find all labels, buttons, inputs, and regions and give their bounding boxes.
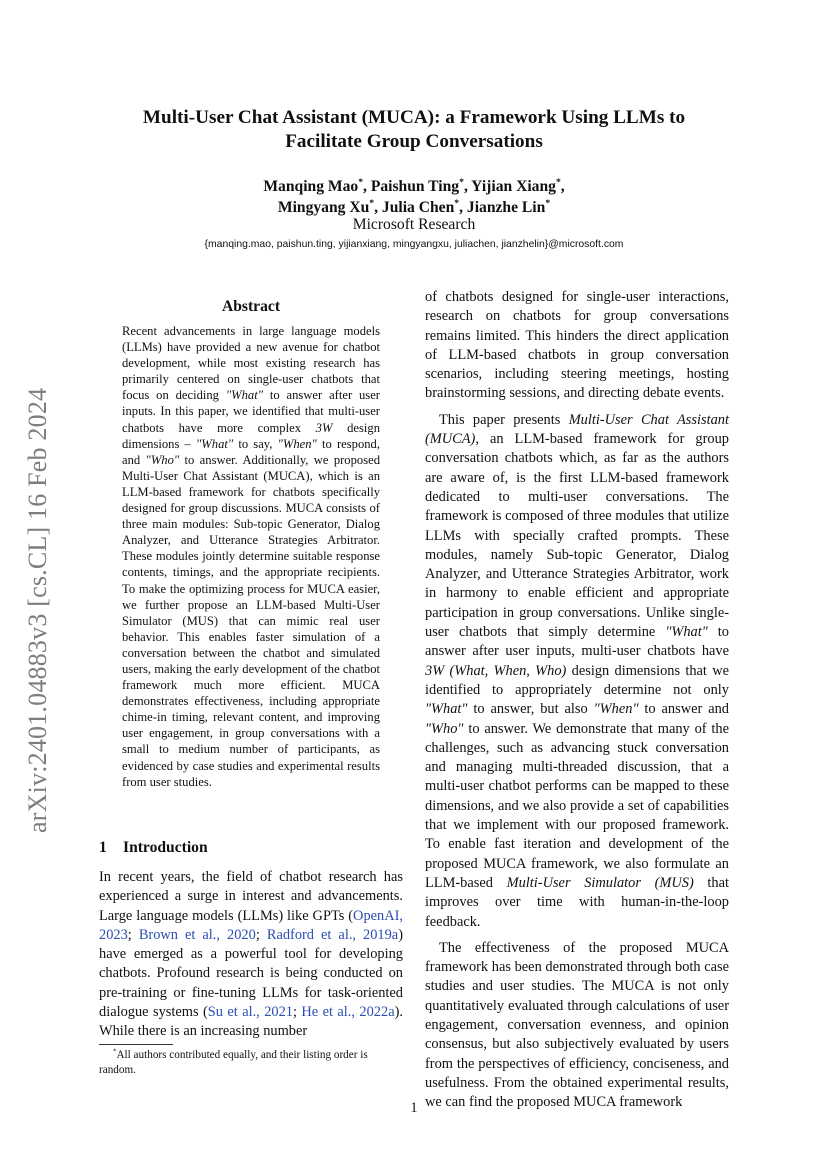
- equal-contribution-mark: *: [555, 176, 561, 188]
- section-title: Introduction: [123, 839, 208, 856]
- body-paragraph: [425, 411, 729, 932]
- body-run: to answer and: [638, 701, 729, 718]
- abstract-emphasis: "What": [196, 436, 234, 451]
- author-separator: ,: [459, 199, 467, 216]
- abstract-emphasis: "When": [277, 436, 317, 451]
- citation-link[interactable]: He et al., 2022a: [301, 1004, 395, 1021]
- equal-contribution-mark: *: [545, 197, 551, 209]
- citation-separator: ;: [255, 926, 267, 943]
- citation-link[interactable]: Su et al., 2021: [207, 1004, 293, 1021]
- citation-link[interactable]: OpenAI, 2023: [99, 907, 403, 943]
- abstract-text: [122, 323, 380, 790]
- body-emphasis: "When": [593, 701, 639, 718]
- body-emphasis: Multi-User Simulator (MUS): [506, 874, 694, 891]
- body-emphasis: 3W (What, When, Who): [425, 662, 567, 679]
- author-name: Jianzhe Lin: [466, 199, 546, 216]
- body-emphasis: "What": [665, 624, 708, 641]
- abstract-emphasis: "What": [225, 388, 264, 403]
- intro-run: In recent years, the field of chatbot research has experienced a surge in interest and advancements. Large language models (LLMs) like GPTs (: [99, 869, 403, 924]
- equal-contribution-mark: *: [459, 176, 464, 188]
- author-separator: ,: [463, 178, 472, 195]
- affiliation: Microsoft Research: [352, 216, 476, 233]
- footnote: [99, 1048, 403, 1077]
- abstract-run: to say,: [233, 436, 278, 451]
- author-list: [100, 176, 728, 218]
- footnote-body: [99, 1048, 403, 1077]
- body-run: to answer. We demonstrate that many of the challenges, such as advancing stuck conversation and managing multi-threaded discussion, that a multi-user chatbot performs can be mapped to these dimensions, and we also provide a set of capabilities that we implement with our proposed framework. To enable fast iteration and development of the proposed MUCA framework, we also formulate an LLM-based: [425, 720, 729, 891]
- citation-link[interactable]: Radford et al., 2019a: [266, 926, 399, 943]
- section-number: 1: [99, 839, 107, 856]
- author-separator: ,: [374, 199, 382, 216]
- abstract-emphasis: 3W: [315, 420, 333, 435]
- body-emphasis: "Who": [425, 720, 464, 737]
- citation-separator: ;: [292, 1004, 302, 1021]
- introduction-paragraph: [99, 868, 403, 1042]
- citation-separator: ;: [127, 926, 139, 943]
- body-run: , an LLM-based framework for group conversation chatbots which, as far as the authors are aware of, is the first LLM-based framework dedicated to multi-user conversations. The framework is composed of three modules that utilize LLMs with specially crafted prompts. These modules, namely Sub-topic Generator, Dialog Analyzer, and Utterance Strategies Arbitrator, work in harmony to enable efficient and appropriate participation in group conversations. Unlike single-user chatbots that simply determine: [425, 431, 729, 641]
- right-column: [425, 288, 729, 1119]
- author-name: Mingyang Xu: [277, 199, 370, 216]
- author-name: Yijian Xiang: [471, 178, 556, 195]
- body-emphasis: Multi-User Chat Assistant (MUCA): [425, 411, 729, 448]
- intro-run: ) have emerged as a powerful tool for developing chatbots. Profound research is being conducted on pre-training or fine-tuning LLMs for task-oriented dialogue systems (: [99, 926, 403, 1021]
- body-run: to answer after user inputs, multi-user chatbots have: [425, 624, 729, 660]
- authors-line-1: [100, 176, 728, 197]
- body-run: that improves over time with human-in-the-loop feedback.: [425, 874, 729, 930]
- footnote-text: All authors contributed equally, and their listing order is random.: [99, 1049, 368, 1076]
- abstract-run: to answer. Additionally, we proposed Multi-User Chat Assistant (MUCA), which is an LLM-based framework for chatbots specifically designed for group discussions. MUCA consists of three main modules: Sub-topic Generator, Dialog Analyzer, and Utterance Strategies Arbitrator. These modules jointly determine suitable response contents, timings, and the appropriate recipients. To make the optimizing process for MUCA easier, we further propose an LLM-based Multi-User Simulator (MUS) that can mimic real user behavior. This enables faster simulation of a conversation between the chatbot and simulated users, making the early development of the chatbot framework much more efficient. MUCA demonstrates effectiveness, including appropriate chime-in timing, relevant content, and improving user engagement, in group conversations with a small to medium number of participants, as evidenced by case studies and experimental results from user studies.: [122, 452, 380, 789]
- section-heading-introduction: [99, 838, 208, 858]
- body-run: to answer, but also: [467, 701, 594, 718]
- title-line-2: Facilitate Group Conversations: [285, 131, 543, 152]
- abstract-run: design dimensions –: [122, 420, 381, 451]
- intro-run: ). While there is an increasing number: [99, 1004, 403, 1040]
- author-separator: ,: [363, 178, 371, 195]
- author-emails: {manqing.mao, paishun.ting, yijianxiang, mingyangxu, juliachen, jianzhelin}@microsoft.com: [204, 239, 624, 250]
- body-paragraph: of chatbots designed for single-user interactions, research on chatbots for group conversations remains limited. This hinders the direct application of LLM-based chatbots in group conversation scenarios, including steering meetings, hosting brainstorming sessions, and directing debate events.: [425, 289, 729, 402]
- page-number: 1: [410, 1100, 418, 1116]
- equal-contribution-mark: *: [454, 197, 460, 209]
- equal-contribution-mark: *: [358, 176, 364, 188]
- paper-title: [100, 106, 728, 154]
- arxiv-identifier: arXiv:2401.04883v3 [cs.CL] 16 Feb 2024: [23, 387, 52, 833]
- footnote-rule: [99, 1044, 173, 1045]
- citation-link[interactable]: Brown et al., 2020: [138, 926, 256, 943]
- abstract-run: to respond, and: [122, 436, 380, 467]
- abstract-run: Recent advancements in large language models (LLMs) have provided a new avenue for chatbot development, while most existing research has primarily centered on single-user chatbots that focus on deciding: [122, 324, 380, 403]
- author-separator: ,: [560, 178, 565, 195]
- footnote-mark: *: [113, 1047, 117, 1056]
- equal-contribution-mark: *: [369, 197, 375, 209]
- body-emphasis: "What": [425, 701, 468, 718]
- body-run: This paper presents: [439, 411, 569, 428]
- abstract-run: to answer after user inputs. In this paper, we identified that multi-user chatbots have more complex: [122, 388, 380, 435]
- abstract-emphasis: "Who": [145, 452, 180, 467]
- author-name: Paishun Ting: [370, 178, 460, 195]
- author-name: Julia Chen: [381, 199, 455, 216]
- body-paragraph: The effectiveness of the proposed MUCA framework has been demonstrated through both case studies and user studies. The MUCA is not only quantitatively evaluated through calculations of user engagement, conversation evenness, and opinion consensus, but also subjectively evaluated by users from the perspectives of efficiency, conciseness, and usefulness. From the obtained experimental results, we can find the proposed MUCA framework: [425, 939, 729, 1111]
- body-run: design dimensions that we identified to appropriately determine not only: [425, 662, 729, 698]
- abstract-heading: Abstract: [221, 298, 281, 315]
- author-name: Manqing Mao: [263, 178, 359, 195]
- title-line-1: Multi-User Chat Assistant (MUCA): a Framework Using LLMs to: [142, 107, 686, 128]
